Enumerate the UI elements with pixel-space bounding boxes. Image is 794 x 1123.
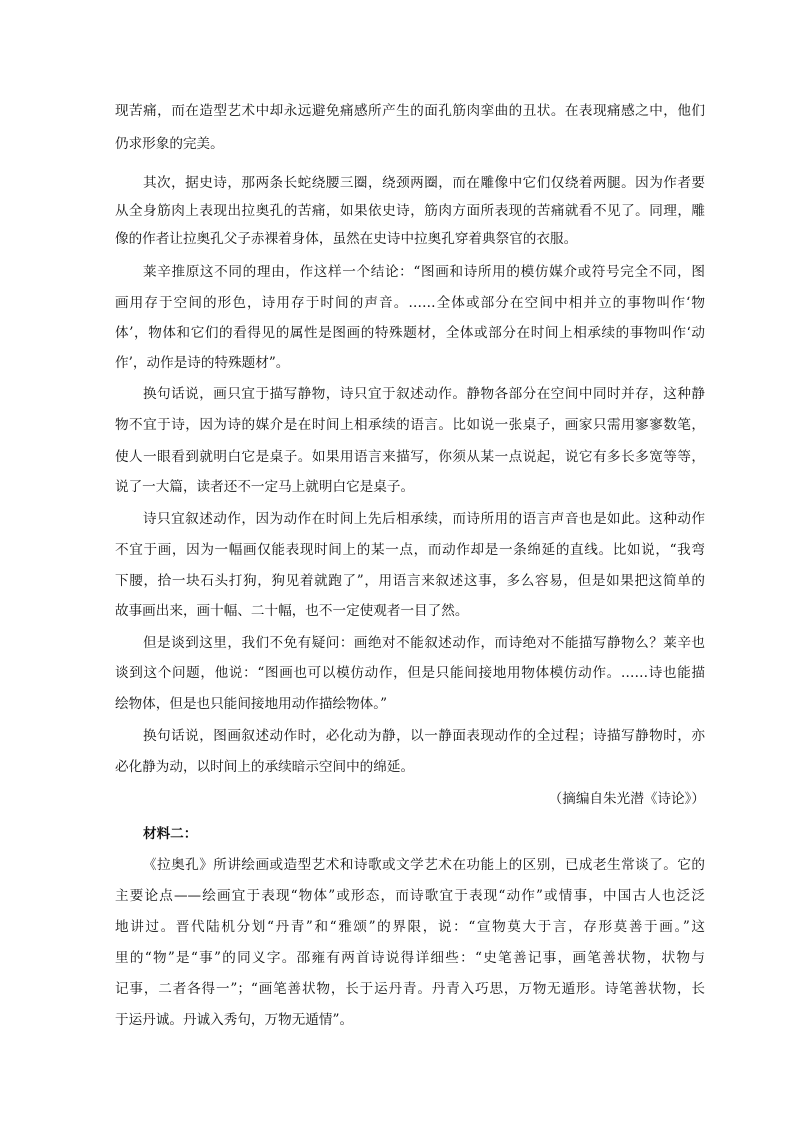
text-line: 从全身筋肉上表现出拉奥孔的苦痛，如果依史诗，筋肉方面所表现的苦痛就看不见了。同理，雕 bbox=[115, 203, 705, 219]
text-line: 仍求形象的完美。 bbox=[115, 136, 224, 152]
text-line: 绘物体，但是也只能间接地用动作描绘物体。” bbox=[115, 696, 388, 712]
text-line: 里的“物”是“事”的同义字。邵雍有两首诗说得详细些：“史笔善记事，画笔善状物，状物与 bbox=[115, 950, 705, 966]
text-line: 下腰，拾一块石头打狗，狗见着就跑了”，用语言来叙述这事，多么容易，但是如果把这简单的 bbox=[115, 573, 705, 589]
text-line: 诗只宜叙述动作，因为动作在时间上先后相承续，而诗所用的语言声音也是如此。这种动作 bbox=[143, 511, 705, 527]
text-line: 作’，动作是诗的特殊题材”。 bbox=[115, 355, 290, 371]
section-heading: 材料二： bbox=[143, 826, 198, 842]
text-line: 像的作者让拉奥孔父子赤裸着身体，虽然在史诗中拉奥孔穿着典祭官的衣服。 bbox=[115, 231, 578, 247]
text-line: 主要论点——绘画宜于表现“物体”或形态，而诗歌宜于表现“动作”或情事，中国古人也泛泛 bbox=[115, 888, 705, 904]
text-line: 画用存于空间的形色，诗用存于时间的声音。……全体或部分在空间中相并立的事物叫作‘物 bbox=[115, 295, 705, 311]
text-line: 必化静为动，以时间上的承续暗示空间中的绵延。 bbox=[115, 759, 415, 775]
text-line: 说了一大篇，读者还不一定马上就明白它是桌子。 bbox=[115, 479, 415, 495]
text-line: 换句话说，图画叙述动作时，必化动为静，以一静面表现动作的全过程；诗描写静物时，亦 bbox=[143, 728, 705, 744]
text-line: 《拉奥孔》所讲绘画或造型艺术和诗歌或文学艺术在功能上的区别，已成老生常谈了。它的 bbox=[143, 857, 705, 873]
text-line: 故事画出来，画十幅、二十幅，也不一定使观者一目了然。 bbox=[115, 603, 469, 619]
text-line: 于运丹诚。丹诚入秀句，万物无遁情”。 bbox=[115, 1012, 354, 1028]
text-line: 谈到这个问题，他说：“图画也可以模仿动作，但是只能间接地用物体模仿动作。……诗也能描 bbox=[115, 665, 705, 681]
source-citation: （摘编自朱光潜《诗论》） bbox=[548, 791, 705, 807]
text-line: 物不宜于诗，因为诗的媒介是在时间上相承续的语言。比如说一张桌子，画家只需用寥寥数笔， bbox=[115, 417, 705, 433]
text-line: 其次，据史诗，那两条长蛇绕腰三圈，绕颈两圈，而在雕像中它们仅绕着两腿。因为作者要 bbox=[143, 175, 705, 191]
text-line: 记事，二者各得一”；“画笔善状物，长于运丹青。丹青入巧思，万物无遁形。诗笔善状物，长 bbox=[115, 981, 705, 997]
text-line: 不宜于画，因为一幅画仅能表现时间上的某一点，而动作却是一条绵延的直线。比如说，“我弯 bbox=[115, 542, 705, 558]
text-line: 莱辛推原这不同的理由，作这样一个结论：“图画和诗所用的模仿媒介或符号完全不同，图 bbox=[143, 264, 705, 280]
text-line: 体’，物体和它们的看得见的属性是图画的特殊题材，全体或部分在时间上相承续的事物叫作‘动 bbox=[115, 325, 705, 341]
text-line: 但是谈到这里，我们不免有疑问：画绝对不能叙述动作，而诗绝对不能描写静物么？莱辛也 bbox=[143, 635, 705, 651]
text-line: 换句话说，画只宜于描写静物，诗只宜于叙述动作。静物各部分在空间中同时并存，这种静 bbox=[143, 386, 705, 402]
text-line: 使人一眼看到就明白它是桌子。如果用语言来描写，你须从某一点说起，说它有多长多宽等等， bbox=[115, 449, 705, 465]
text-line: 地讲过。晋代陆机分划“丹青”和“雅颂”的界限，说：“宣物莫大于言，存形莫善于画。”这 bbox=[115, 919, 705, 935]
text-line: 现苦痛，而在造型艺术中却永远避免痛感所产生的面孔筋肉挛曲的丑状。在表现痛感之中，他们 bbox=[115, 103, 705, 119]
